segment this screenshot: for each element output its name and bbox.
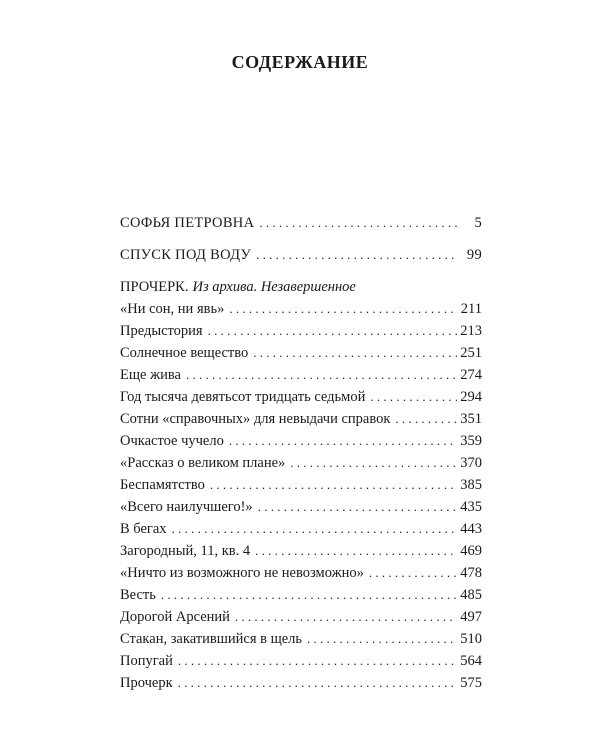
dot-leader (210, 474, 457, 496)
toc-entry-page: 485 (460, 587, 482, 603)
toc-entry (120, 496, 482, 518)
toc-entry-label: «Рассказ о великом плане» (120, 455, 286, 471)
toc-entry (120, 212, 482, 234)
toc-entry (120, 474, 482, 496)
dot-leader (258, 496, 458, 518)
toc-entry-label: СПУСК ПОД ВОДУ (120, 247, 252, 263)
toc-entry (120, 408, 482, 430)
toc-entry-page: 564 (460, 653, 482, 669)
toc-entry (120, 364, 482, 386)
toc-entry-label: Загородный, 11, кв. 4 (120, 543, 251, 559)
toc-entry-label: Год тысяча девятьсот тридцать седьмой (120, 389, 366, 405)
toc-entry (120, 540, 482, 562)
part-header (120, 276, 482, 298)
toc-entry-label: Еще жива (120, 367, 181, 383)
toc-entry-page: 575 (460, 675, 482, 691)
toc-entry-page: 385 (460, 477, 482, 493)
table-of-contents (120, 212, 482, 694)
toc-entry-label: Сотни «справочных» для невыдачи справок (120, 411, 391, 427)
dot-leader (178, 650, 457, 672)
toc-entry-page: 294 (460, 389, 482, 405)
toc-entry-page: 5 (474, 215, 482, 231)
toc-entry-label: «Ни сон, ни явь» (120, 301, 225, 317)
toc-entry (120, 298, 482, 320)
toc-entry (120, 628, 482, 650)
toc-entry (120, 606, 482, 628)
toc-entry-page: 510 (460, 631, 482, 647)
part-subtitle: Из архива. Незавершенное (192, 279, 356, 295)
dot-leader (307, 628, 457, 650)
toc-entry-label: Попугай (120, 653, 173, 669)
toc-entry (120, 584, 482, 606)
dot-leader (255, 540, 457, 562)
toc-entry-label: Предыстория (120, 323, 203, 339)
toc-entry-page: 478 (460, 565, 482, 581)
toc-entry-label: В бегах (120, 521, 167, 537)
toc-entry-page: 274 (460, 367, 482, 383)
major-entries (120, 212, 482, 266)
part-title: ПРОЧЕРК. (120, 279, 189, 295)
toc-entry-page: 251 (460, 345, 482, 361)
dot-leader (256, 244, 457, 266)
toc-entry-label: «Всего наилучшего!» (120, 499, 253, 515)
dot-leader (253, 342, 457, 364)
toc-entry-page: 99 (466, 247, 482, 263)
toc-entry (120, 452, 482, 474)
toc-entry (120, 562, 482, 584)
dot-leader (186, 364, 457, 386)
toc-entry-label: «Ничто из возможного не невозможно» (120, 565, 364, 581)
toc-entry (120, 320, 482, 342)
toc-entry (120, 386, 482, 408)
toc-entry (120, 650, 482, 672)
toc-entry-label: Весть (120, 587, 156, 603)
dot-leader (370, 386, 457, 408)
toc-entry-label: Прочерк (120, 675, 173, 691)
dot-leader (229, 430, 457, 452)
dot-leader (369, 562, 457, 584)
toc-entry-label: Солнечное вещество (120, 345, 249, 361)
toc-entry-page: 351 (460, 411, 482, 427)
dot-leader (208, 320, 458, 342)
dot-leader (172, 518, 458, 540)
toc-entry (120, 672, 482, 694)
dot-leader (161, 584, 457, 606)
toc-entry-label: Дорогой Арсений (120, 609, 230, 625)
toc-entry-page: 435 (460, 499, 482, 515)
toc-entry-page: 211 (460, 301, 482, 317)
toc-entry-page: 213 (460, 323, 482, 339)
toc-entry-label: Очкастое чучело (120, 433, 224, 449)
dot-leader (395, 408, 457, 430)
dot-leader (290, 452, 457, 474)
toc-entry-label: СОФЬЯ ПЕТРОВНА (120, 215, 255, 231)
toc-entry-page: 469 (460, 543, 482, 559)
toc-entry-label: Стакан, закатившийся в щель (120, 631, 303, 647)
toc-entry-page: 359 (460, 433, 482, 449)
dot-leader (178, 672, 458, 694)
toc-entry (120, 518, 482, 540)
toc-entry-page: 370 (460, 455, 482, 471)
toc-entry-label: Беспамятство (120, 477, 205, 493)
toc-entry (120, 244, 482, 266)
chapter-list (120, 298, 482, 694)
toc-entry-page: 497 (460, 609, 482, 625)
toc-entry (120, 342, 482, 364)
dot-leader (235, 606, 457, 628)
toc-entry (120, 430, 482, 452)
dot-leader (229, 298, 457, 320)
page-title: СОДЕРЖАНИЕ (231, 52, 369, 73)
dot-leader (259, 212, 457, 234)
toc-entry-page: 443 (460, 521, 482, 537)
